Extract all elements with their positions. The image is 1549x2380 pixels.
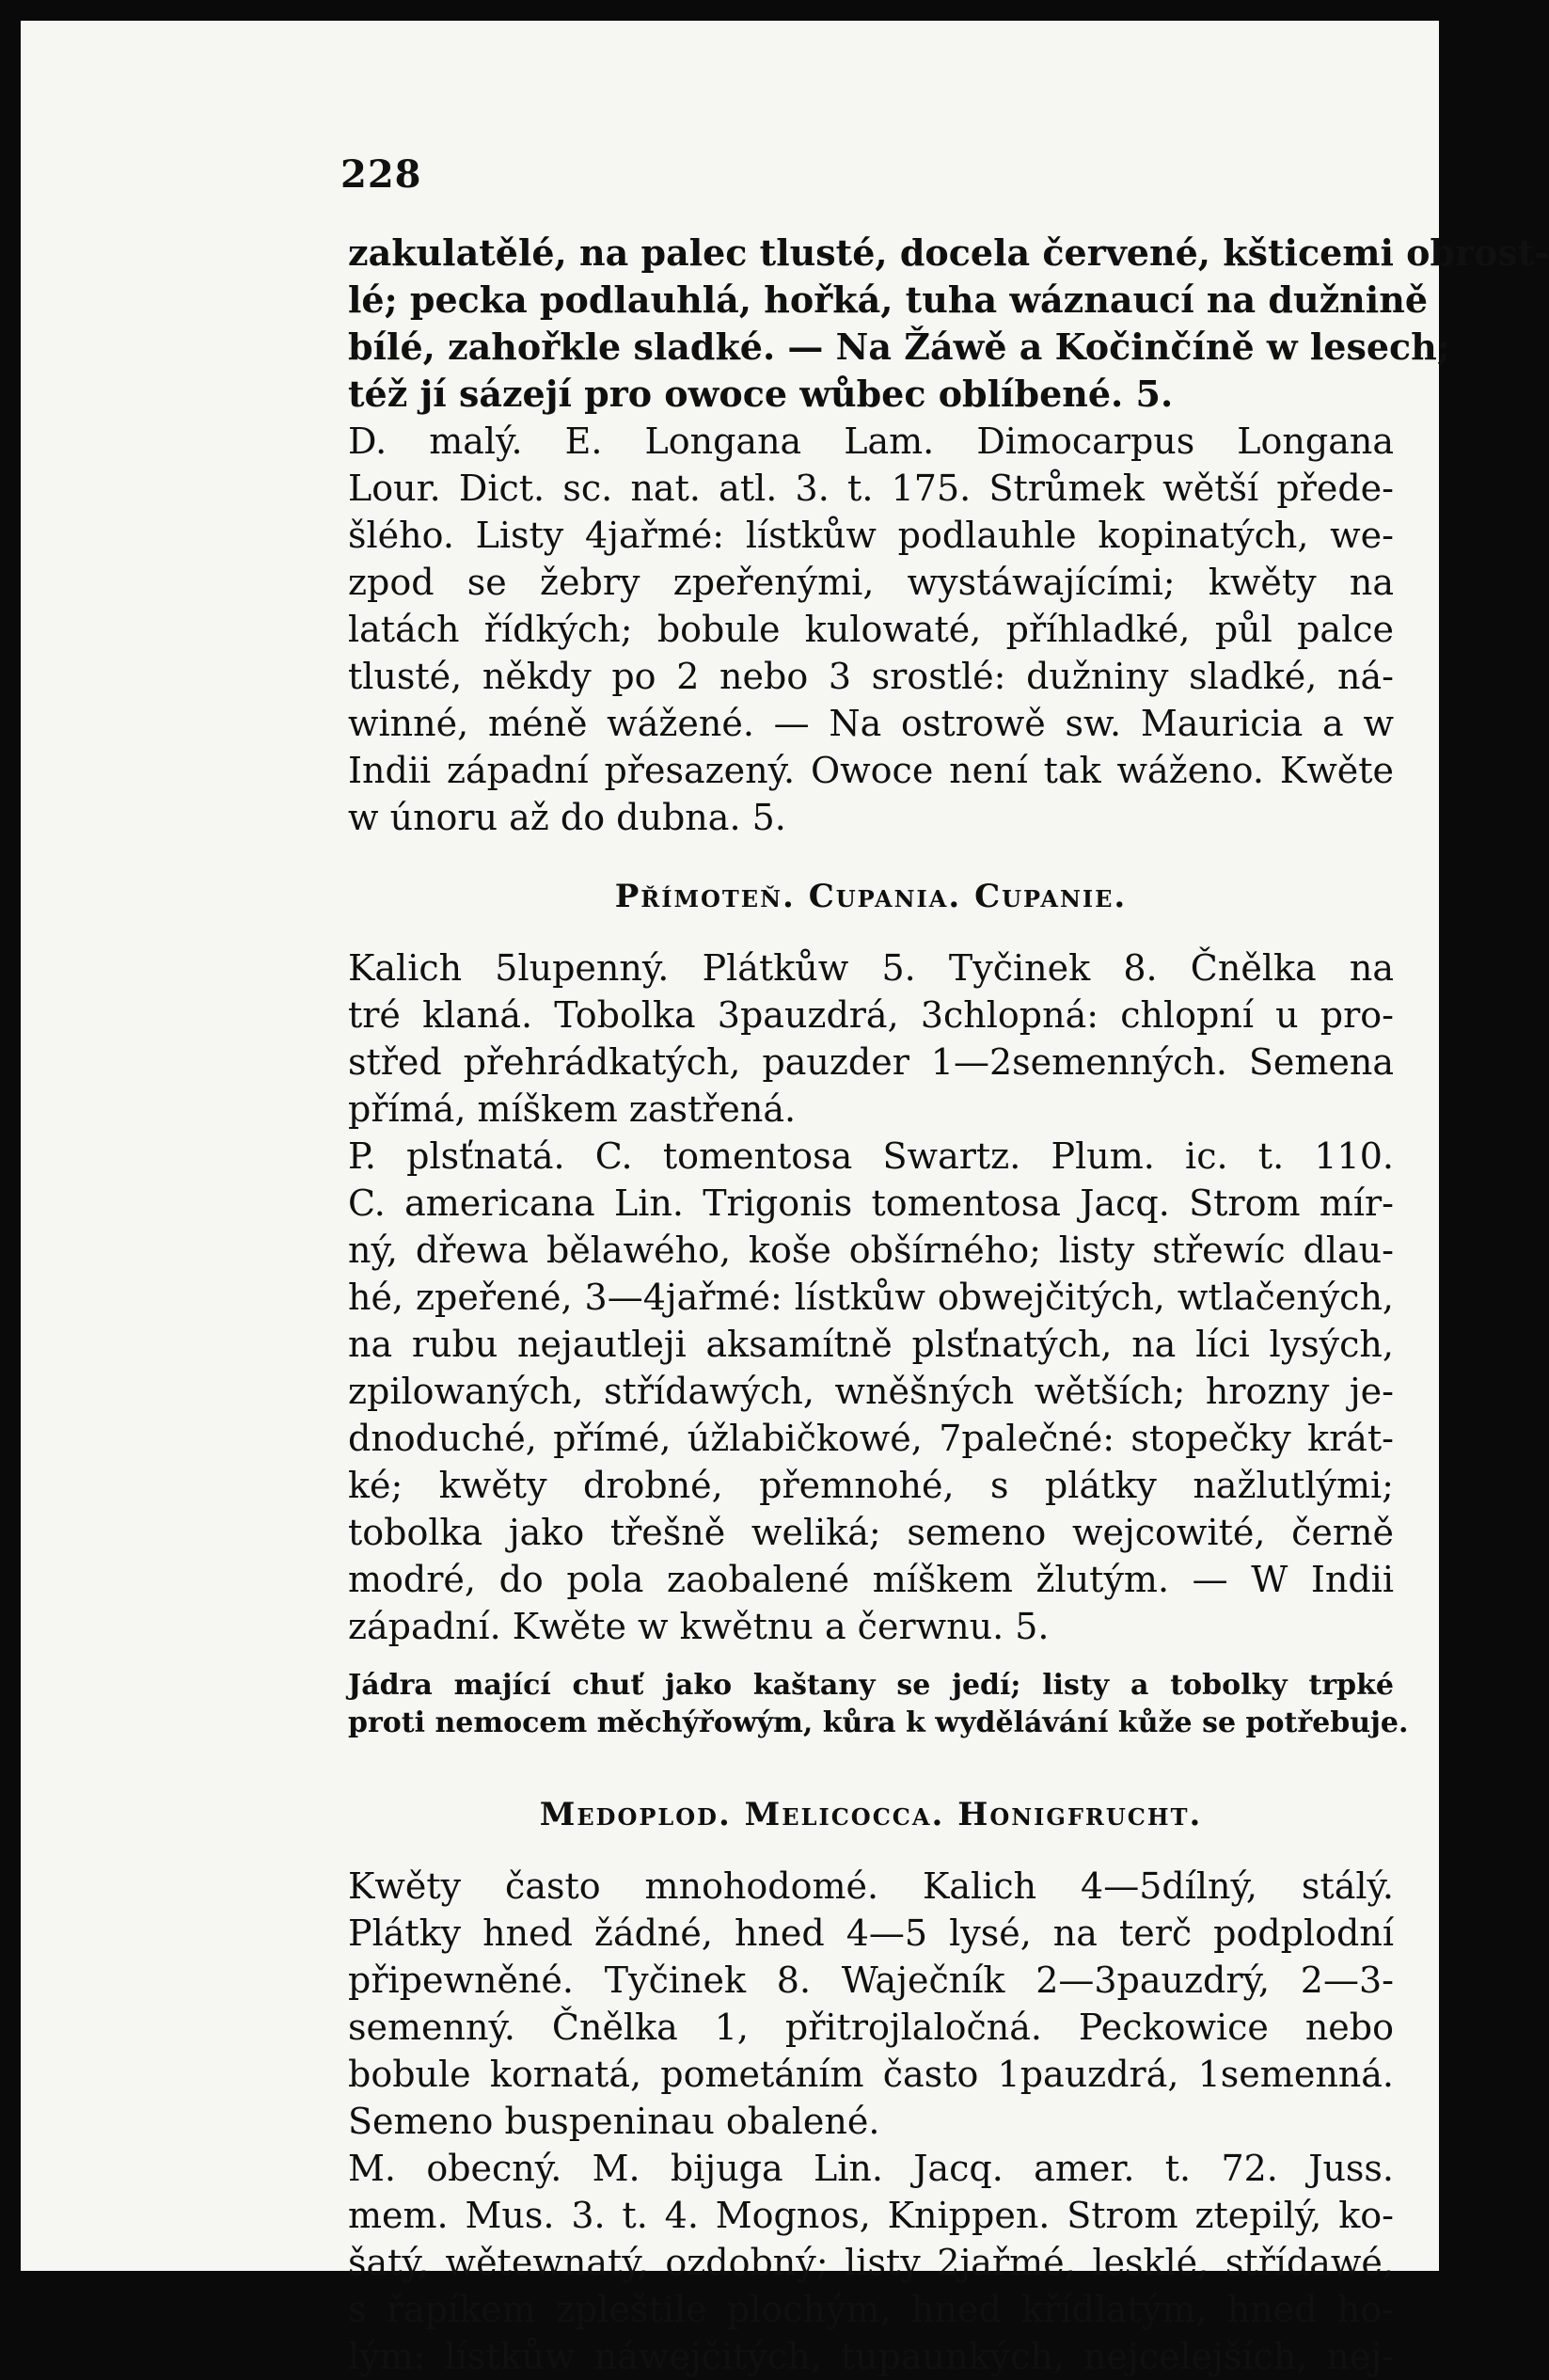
note-gap [348,1650,1394,1667]
text-line: lé; pecka podlauhlá, hořká, tuha wáznaucí na dužnině [348,278,1429,321]
text-line: Semeno buspeninau obalené. [348,2101,880,2142]
text-line: dnoduché, přímé, úžlabičkowé, 7palečné: stopečky krát- [348,1418,1394,1459]
section-heading: Přímoteň. Cupania. Cupanie. [614,878,1128,915]
page-number: 228 [340,152,422,197]
text-line: tré klaná. Tobolka 3pauzdrá, 3chlopná: chlopní u pro- [348,994,1394,1036]
page-text-block [348,230,1549,2380]
note-line: proti nemocem měchýřowým, kůra k wydělávání kůže se potřebuje. [348,1706,1409,1739]
text-line: winné, méně wážené. — Na ostrowě sw. Mauricia a w [348,703,1394,744]
text-line: w únoru až do dubna. 5. [348,797,786,838]
text-line: západní. Kwěte w kwětnu a čerwnu. 5. [348,1606,1050,1647]
text-line: připewněné. Tyčinek 8. Waječník 2—3pauzdrý, 2—3- [348,1960,1394,2001]
text-line: šatý, wětewnatý, ozdobný; listy 2jařmé, lesklé, střídawé, [348,2242,1394,2283]
book-page [21,21,1549,2377]
text-line: zakulatělé, na palec tlusté, docela červené, kšticemi obrost- [348,231,1549,274]
text-line: Kalich 5lupenný. Plátkůw 5. Tyčinek 8. Čnělka na [348,947,1394,989]
text-line: D. malý. E. Longana Lam. Dimocarpus Longana [348,420,1394,462]
text-line: šlého. Listy 4jařmé: lístkůw podlauhle kopinatých, we- [348,515,1394,556]
text-line: ké; kwěty drobné, přemnohé, s plátky nažlutlými; [348,1465,1394,1506]
section-gap [348,920,1394,944]
text-line: Plátky hned žádné, hned 4—5 lysé, na terč podplodní [348,1912,1394,1954]
text-line: lým: lístkůw náwejčitých, tupaunkých, nejcelejších, nej- [348,2336,1394,2377]
text-line: tobolka jako třešně weliká; semeno wejcowité, černě [348,1512,1394,1553]
text-line: modré, do pola zaobalené míškem žlutým. — W Indii [348,1559,1394,1600]
text-line: též jí sázejí pro owoce wůbec oblíbené. 5. [348,373,1174,415]
note-gap [348,1742,1394,1759]
text-line: Indii západní přesazený. Owoce není tak wáženo. Kwěte [348,750,1394,791]
text-line: střed přehrádkatých, pauzder 1—2semenných. Semena [348,1041,1394,1083]
text-line: s řapíkem zpleštile plochým, hned křídlatým, hned ho- [348,2289,1394,2330]
text-line: Lour. Dict. sc. nat. atl. 3. t. 175. Strůmek wětší přede- [348,468,1394,509]
text-line: bílé, zahořkle sladké. — Na Žáwě a Kočinčíně w lesech; [348,325,1450,368]
text-line: bobule kornatá, pometáním často 1pauzdrá, 1semenná. [348,2054,1394,2095]
note-line: Jádra mající chuť jako kaštany se jedí; listy a tobolky trpké [348,1669,1394,1702]
text-line: P. plsťnatá. C. tomentosa Swartz. Plum. ic. t. 110. [348,1135,1394,1177]
text-line: semenný. Čnělka 1, přitrojlaločná. Peckowice nebo [348,2007,1394,2048]
text-line: mem. Mus. 3. t. 4. Mognos, Knippen. Strom ztepilý, ko- [348,2195,1394,2236]
text-line: zpilowaných, střídawých, wněšných wětších; hrozny je- [348,1371,1394,1412]
section-gap [348,841,1394,873]
text-line: tlusté, někdy po 2 nebo 3 srostlé: dužniny sladké, ná- [348,656,1394,697]
text-line: latách řídkých; bobule kulowaté, příhladké, půl palce [348,609,1394,650]
text-line: M. obecný. M. bijuga Lin. Jacq. amer. t. 72. Juss. [348,2148,1394,2189]
text-line: C. americana Lin. Trigonis tomentosa Jacq. Strom mír- [348,1182,1394,1224]
text-line: přímá, míškem zastřená. [348,1088,797,1130]
text-line: na rubu nejautleji aksamítně plsťnatých, na líci lysých, [348,1324,1394,1365]
text-line: ný, dřewa bělawého, koše obšírného; listy střewíc dlau- [348,1230,1394,1271]
section-gap [348,1838,1394,1863]
text-line: hé, zpeřené, 3—4jařmé: lístkůw obwejčitých, wtlačených, [348,1277,1394,1318]
section-heading: Medoplod. Melicocca. Honigfrucht. [539,1796,1203,1833]
text-line: zpod se žebry zpeřenými, wystáwajícími; kwěty na [348,562,1394,603]
section-gap [348,1759,1394,1791]
text-line: Kwěty často mnohodomé. Kalich 4—5dílný, stálý. [348,1865,1394,1907]
